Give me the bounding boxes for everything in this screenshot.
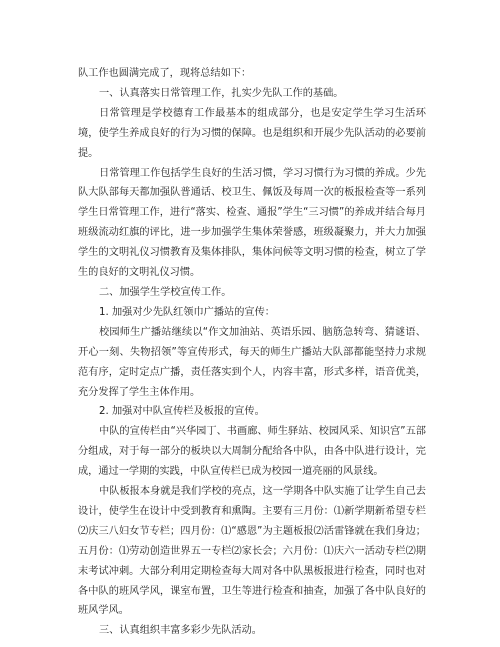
heading-section-one: 一、认真落实日常管理工作，扎实少先队工作的基础。: [99, 87, 344, 99]
paragraph-broadcast-station: 校园师生广播站继续以“作文加油站、英语乐园、脑筋急转弯、猜谜语、开心一刻、失物招领”等宣传形式，每天的师生广播站大队部都能坚持力求规范有序，定时定点广播，责任落实到个人，内容丰富，形式多样，语音优美，充分发挥了学生主体作用。: [78, 326, 426, 398]
paragraph-habit-development: 日常管理工作包括学生良好的生活习惯，学习习惯行为习惯的养成。少先队大队部每天都加强队普通话、校卫生、佩饭及每周一次的板报检查等一系列学生日常管理工作，进行“落实、检查、通报”学生“三习惯”的养成并结合每月班级流动红旗的评比，进一步加强学生集体荣誉感，班级凝聚力，并大力加强学生的文明礼仪习惯教育及集体排队，集体问候等文明习惯的检查，树立了学生的良好的文明礼仪习惯。: [78, 167, 426, 279]
heading-section-two: 二、加强学生学校宣传工作。: [99, 286, 232, 298]
paragraph-summary-intro: 队工作也圆满完成了，现将总结如下：: [78, 68, 252, 79]
document-body: [78, 64, 426, 641]
paragraph-bulletin-board: 中队的宣传栏由“兴华园丁、书画廊、师生驿站、校园风采、知识宫”五部分组成，对于每一部分的板块以大周制分配给各中队，由各中队进行设计，完成，通过一学期的实践，中队宣传栏已成为校园一道亮丽的风景线。: [78, 426, 426, 478]
paragraph-daily-management: 日常管理是学校德育工作最基本的组成部分，也是安定学生学习生活环境，使学生养成良好的行为习惯的保障。也是组织和开展少先队活动的必要前提。: [78, 107, 426, 159]
subheading-broadcast: 1. 加强对少先队红领巾广播站的宣传：: [99, 306, 275, 318]
heading-section-three: 三、认真组织丰富多彩少先队活动。: [99, 625, 262, 637]
paragraph-blackboard-newspaper: 中队板报本身就是我们学校的亮点，这一学期各中队实施了让学生自己去设计，使学生在设计中受到教育和熏陶。主要有三月份：⑴新学期新希望专栏⑵庆三八妇女节专栏；四月份：⑴“感恩”为主题板报⑵活雷锋就在我们身边；五月份：⑴劳动创造世界五一专栏⑵家长会；六月份：⑴庆六一活动专栏⑵期末考试冲刺。大部分利用定期检查每大周对各中队黑板报进行检查，同时也对各中队的班风学风，课室布置，卫生等进行检查和抽查，加强了各中队良好的班风学风。: [78, 486, 426, 617]
subheading-bulletin: 2. 加强对中队宣传栏及板报的宣传。: [99, 406, 265, 418]
